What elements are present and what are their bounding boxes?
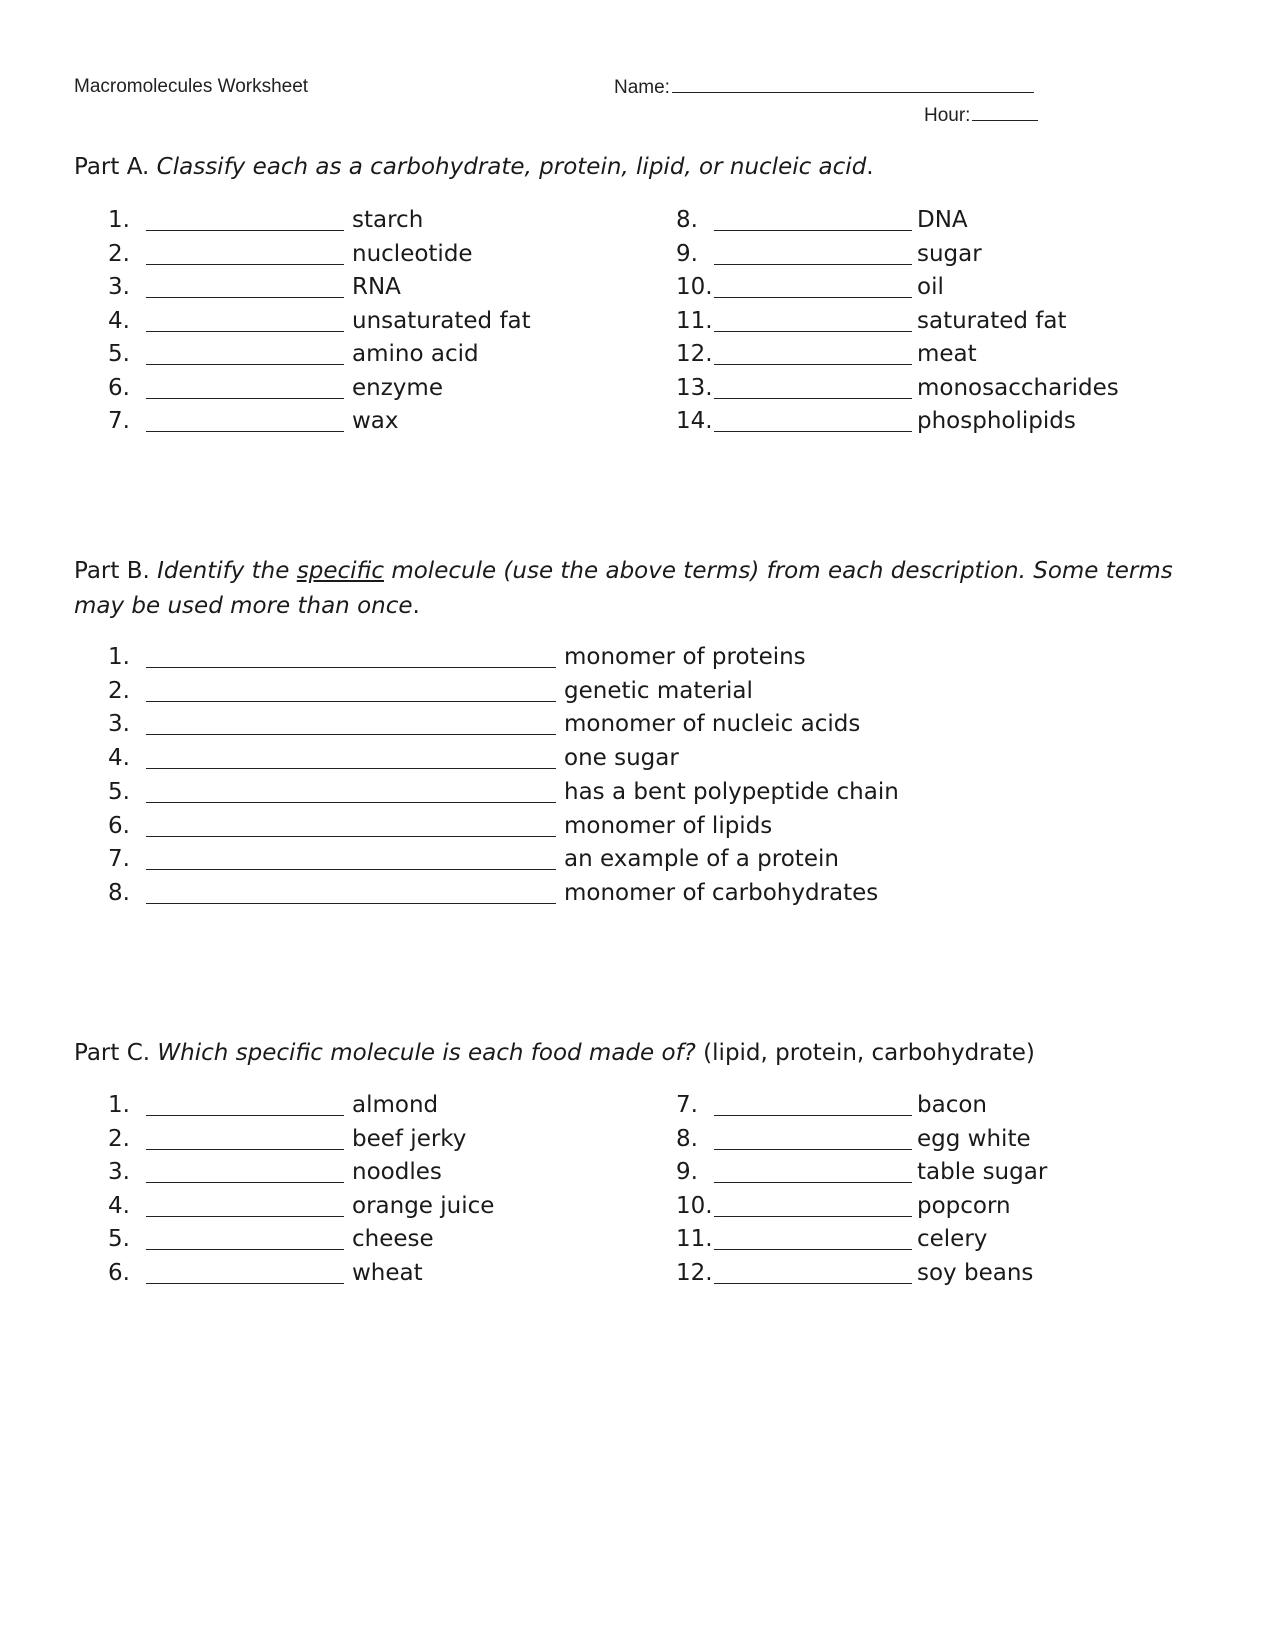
item-number: 3. (108, 711, 130, 738)
part-c-item (108, 1155, 668, 1190)
part-b-item (108, 809, 773, 844)
item-number: 8. (676, 207, 698, 233)
item-number: 11. (676, 1226, 713, 1252)
item-number: 8. (108, 879, 130, 906)
part-b-instruction-post: molecule (use the above terms) from each description. Some terms may be used more than once (74, 558, 1173, 619)
part-a-item (108, 304, 668, 339)
item-number: 10. (676, 1192, 713, 1219)
part-a-item (676, 203, 1236, 238)
item-number: 7. (676, 1092, 698, 1118)
item-term: popcorn (917, 1192, 1011, 1219)
item-number: 2. (108, 240, 130, 267)
answer-blank[interactable] (146, 230, 344, 231)
part-c-item (676, 1088, 1236, 1123)
part-b-item (108, 674, 753, 709)
part-b-period: . (412, 593, 420, 619)
item-term: monomer of proteins (564, 644, 806, 670)
answer-blank[interactable] (146, 1249, 344, 1250)
item-number: 6. (108, 812, 130, 839)
part-c-item (108, 1189, 668, 1224)
item-number: 10. (676, 274, 713, 300)
answer-blank[interactable] (714, 230, 912, 231)
item-term: meat (917, 341, 977, 367)
answer-blank[interactable] (146, 1182, 344, 1183)
answer-blank[interactable] (714, 1182, 912, 1183)
part-a-item (676, 404, 1236, 439)
item-number: 9. (676, 1159, 698, 1185)
part-b-item (108, 640, 806, 675)
part-c-item (676, 1155, 1236, 1190)
item-term: monosaccharides (917, 374, 1119, 401)
item-number: 2. (108, 677, 130, 704)
answer-blank[interactable] (714, 364, 912, 365)
item-term: beef jerky (352, 1125, 467, 1152)
part-a-item (108, 270, 668, 305)
item-number: 4. (108, 745, 130, 772)
part-b-instruction-pre: Identify the (157, 558, 297, 584)
answer-blank[interactable] (714, 398, 912, 399)
item-term: saturated fat (917, 307, 1067, 334)
item-number: 14. (676, 408, 713, 434)
item-number: 11. (676, 307, 713, 334)
item-number: 3. (108, 1159, 130, 1185)
item-number: 5. (108, 1226, 130, 1252)
part-c-item (676, 1189, 1236, 1224)
item-term: genetic material (564, 677, 753, 704)
answer-blank[interactable] (714, 297, 912, 298)
part-a-item (108, 404, 668, 439)
item-term: orange juice (352, 1192, 495, 1219)
hour-field (924, 104, 1038, 127)
item-term: sugar (917, 240, 982, 267)
hour-blank[interactable] (972, 104, 1038, 121)
item-term: cheese (352, 1226, 434, 1252)
item-number: 9. (676, 240, 698, 267)
item-term: soy beans (917, 1259, 1034, 1286)
item-term: monomer of carbohydrates (564, 879, 879, 906)
answer-blank[interactable] (146, 903, 556, 904)
item-term: wheat (352, 1259, 423, 1286)
part-c-item (108, 1122, 668, 1157)
answer-blank[interactable] (146, 331, 344, 332)
answer-blank[interactable] (146, 1149, 344, 1150)
part-b-label: Part B. (74, 558, 158, 584)
item-number: 7. (108, 408, 130, 434)
answer-blank[interactable] (146, 836, 556, 837)
answer-blank[interactable] (146, 1115, 344, 1116)
part-a-title (74, 150, 1204, 185)
part-c-hint: (lipid, protein, carbohydrate) (695, 1040, 1035, 1066)
hour-label: Hour: (924, 105, 971, 126)
part-b-item (108, 775, 899, 810)
part-a-item (108, 237, 668, 272)
item-term: monomer of nucleic acids (564, 711, 861, 738)
item-term: has a bent polypeptide chain (564, 778, 899, 805)
answer-blank[interactable] (714, 264, 912, 265)
answer-blank[interactable] (146, 431, 344, 432)
item-number: 1. (108, 644, 130, 670)
part-b-item (108, 876, 879, 911)
item-term: wax (352, 408, 399, 434)
answer-blank[interactable] (146, 667, 556, 668)
answer-blank[interactable] (146, 768, 556, 769)
part-c-item (676, 1256, 1236, 1291)
answer-blank[interactable] (146, 734, 556, 735)
part-a-item (676, 371, 1236, 406)
part-a-item (676, 237, 1236, 272)
part-c-item (108, 1256, 668, 1291)
name-blank[interactable] (672, 76, 1034, 93)
part-a-item (676, 337, 1236, 372)
answer-blank[interactable] (146, 869, 556, 870)
part-a-item (676, 270, 1236, 305)
answer-blank[interactable] (714, 331, 912, 332)
item-number: 13. (676, 374, 713, 401)
item-number: 6. (108, 374, 130, 401)
part-b-title (74, 554, 1204, 624)
part-c-label: Part C. (74, 1040, 158, 1066)
item-number: 8. (676, 1125, 698, 1152)
part-b-instruction-underlined: specific (296, 558, 385, 584)
answer-blank[interactable] (146, 264, 344, 265)
item-term: celery (917, 1226, 988, 1252)
part-c-instruction: Which specific molecule is each food made of? (157, 1040, 696, 1066)
item-term: monomer of lipids (564, 812, 773, 839)
answer-blank[interactable] (146, 802, 556, 803)
item-term: almond (352, 1092, 439, 1118)
answer-blank[interactable] (146, 297, 344, 298)
answer-blank[interactable] (146, 364, 344, 365)
answer-blank[interactable] (714, 1283, 912, 1284)
item-number: 1. (108, 1092, 130, 1118)
item-number: 4. (108, 1192, 130, 1219)
answer-blank[interactable] (714, 1115, 912, 1116)
item-term: starch (352, 207, 424, 233)
answer-blank[interactable] (146, 1283, 344, 1284)
part-b-item (108, 707, 861, 742)
item-number: 5. (108, 341, 130, 367)
item-number: 2. (108, 1125, 130, 1152)
part-a-item (676, 304, 1236, 339)
part-b-item (108, 741, 679, 776)
item-term: RNA (352, 274, 401, 300)
part-a-period: . (866, 154, 874, 180)
item-number: 5. (108, 778, 130, 805)
item-term: amino acid (352, 341, 479, 367)
part-c-item (108, 1088, 668, 1123)
answer-blank[interactable] (146, 1216, 344, 1217)
item-term: enzyme (352, 374, 443, 401)
part-c-title (74, 1036, 1204, 1071)
item-number: 3. (108, 274, 130, 300)
part-a-item (108, 337, 668, 372)
document-title: Macromolecules Worksheet (74, 76, 309, 97)
item-number: 1. (108, 207, 130, 233)
answer-blank[interactable] (714, 1149, 912, 1150)
item-term: bacon (917, 1092, 987, 1118)
part-a-item (108, 371, 668, 406)
answer-blank[interactable] (714, 1216, 912, 1217)
part-a-item (108, 203, 668, 238)
item-number: 6. (108, 1259, 130, 1286)
item-term: one sugar (564, 745, 679, 772)
item-number: 7. (108, 846, 130, 873)
part-a-instruction: Classify each as a carbohydrate, protein, lipid, or nucleic acid (156, 154, 867, 180)
answer-blank[interactable] (146, 701, 556, 702)
item-term: DNA (917, 207, 968, 233)
item-term: noodles (352, 1159, 442, 1185)
item-term: phospholipids (917, 408, 1076, 434)
item-term: table sugar (917, 1159, 1048, 1185)
item-term: unsaturated fat (352, 307, 531, 334)
item-term: egg white (917, 1125, 1031, 1152)
answer-blank[interactable] (714, 1249, 912, 1250)
item-term: nucleotide (352, 240, 473, 267)
part-b-item (108, 842, 839, 877)
name-label: Name: (614, 77, 670, 98)
part-c-item (676, 1122, 1236, 1157)
part-a-label: Part A. (74, 154, 157, 180)
part-c-item (676, 1222, 1236, 1257)
item-number: 12. (676, 1259, 713, 1286)
item-term: oil (917, 274, 944, 300)
answer-blank[interactable] (714, 431, 912, 432)
part-c-item (108, 1222, 668, 1257)
answer-blank[interactable] (146, 398, 344, 399)
item-number: 4. (108, 307, 130, 334)
item-term: an example of a protein (564, 846, 839, 873)
item-number: 12. (676, 341, 713, 367)
name-field (614, 76, 1034, 99)
